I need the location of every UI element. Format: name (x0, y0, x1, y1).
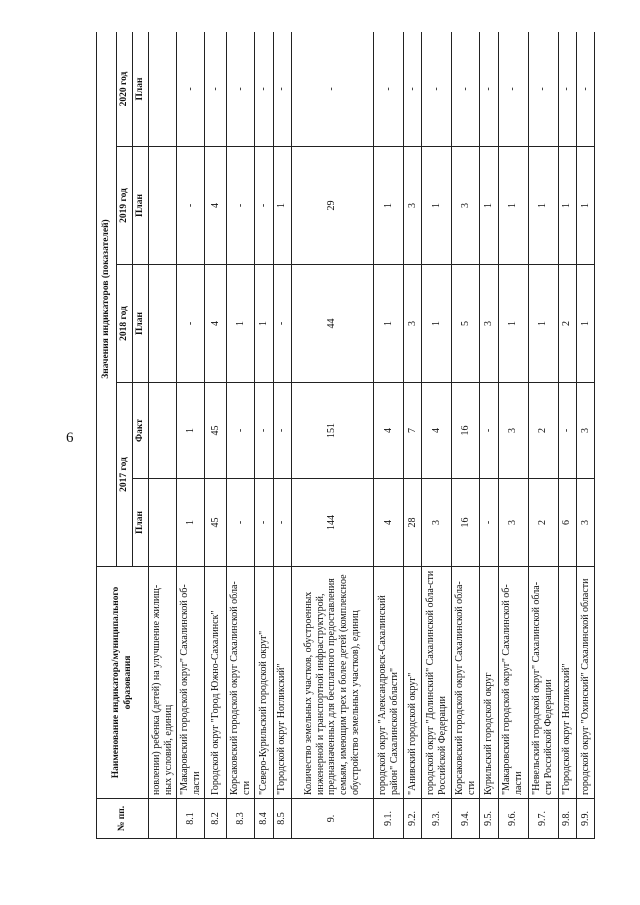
indicator-name: Корсаковский городской округ Сахалинской обла-сти (452, 567, 480, 799)
plan-2019: 1 (528, 147, 558, 265)
plan-2018: 5 (452, 265, 480, 383)
fact-2017: - (255, 383, 273, 479)
fact-2017: 151 (291, 383, 373, 479)
page-number: 6 (66, 430, 74, 446)
table-row (177, 32, 205, 839)
table-row (558, 32, 576, 839)
table-row (227, 32, 255, 839)
plan-2020: - (480, 32, 498, 147)
plan-2020: - (558, 32, 576, 147)
row-number: 9.7. (528, 799, 558, 839)
plan-2018: 2 (558, 265, 576, 383)
plan-2020: - (452, 32, 480, 147)
header-year-2017: 2017 год (117, 383, 133, 567)
row-number: 8.4 (255, 799, 273, 839)
indicator-name: Курильский городской округ (480, 567, 498, 799)
table-row (576, 32, 594, 839)
indicator-name: "Макаровский городской округ" Сахалинской об-ласти (177, 567, 205, 799)
plan-2018: 1 (576, 265, 594, 383)
plan-2017: 4 (373, 479, 403, 567)
header-name: Наименование индикатора/муниципального образования (97, 567, 149, 799)
indicator-name: городской округ "Долинский" Сахалинской обла-сти Российской Федерации (422, 567, 452, 799)
indicator-name: "Макаровский городской округ" Сахалинской об-ласти (498, 567, 528, 799)
fact-2017: 7 (404, 383, 422, 479)
plan-2020: - (404, 32, 422, 147)
plan-2020: - (177, 32, 205, 147)
plan-2017: 3 (498, 479, 528, 567)
fact-2017 (149, 383, 177, 479)
plan-2017: 2 (528, 479, 558, 567)
plan-2018: 4 (205, 265, 227, 383)
row-number: 9.1. (373, 799, 403, 839)
plan-2017: 6 (558, 479, 576, 567)
plan-2018: 3 (480, 265, 498, 383)
plan-2020: - (498, 32, 528, 147)
plan-2019: - (255, 147, 273, 265)
plan-2018: 1 (255, 265, 273, 383)
plan-2020: - (528, 32, 558, 147)
plan-2017: 3 (422, 479, 452, 567)
fact-2017: 45 (205, 383, 227, 479)
table-row (528, 32, 558, 839)
table-row (404, 32, 422, 839)
plan-2017: - (273, 479, 291, 567)
table-row (498, 32, 528, 839)
plan-2019: 1 (576, 147, 594, 265)
plan-2020: - (205, 32, 227, 147)
fact-2017: 3 (576, 383, 594, 479)
row-number: 9.8. (558, 799, 576, 839)
plan-2018: 1 (498, 265, 528, 383)
row-number: 8.3 (227, 799, 255, 839)
plan-2017: 45 (205, 479, 227, 567)
indicator-name: новлении) ребенка (детей) на улучшение жилищ-ных условий, единиц (149, 567, 177, 799)
table-row (205, 32, 227, 839)
header-plan-2017: План (133, 479, 149, 567)
plan-2020: - (255, 32, 273, 147)
plan-2017: 28 (404, 479, 422, 567)
header-values-group: Значения индикаторов (показателей) (97, 32, 117, 567)
fact-2017: 1 (177, 383, 205, 479)
indicator-name: Количество земельных участков, обустроенных инженерной и транспортной инфраструктурой, предназначенных для бесплатного предоставления семьям, имеющим трех и более детей (комплексное обустройство земельных участков), единиц (291, 567, 373, 799)
table-wrapper (96, 32, 595, 839)
plan-2019: 3 (404, 147, 422, 265)
fact-2017: - (273, 383, 291, 479)
plan-2019: 4 (205, 147, 227, 265)
header-year-2018: 2018 год (117, 265, 133, 383)
plan-2020: - (227, 32, 255, 147)
header-year-2020: 2020 год (117, 32, 133, 147)
plan-2019: - (177, 147, 205, 265)
indicator-name: "Городской округ Ногликский" (273, 567, 291, 799)
row-number: 9.6. (498, 799, 528, 839)
plan-2018 (149, 265, 177, 383)
row-number: 9.3. (422, 799, 452, 839)
plan-2019: 29 (291, 147, 373, 265)
table-row (149, 32, 177, 839)
plan-2020: - (273, 32, 291, 147)
plan-2018: 3 (404, 265, 422, 383)
table-row (452, 32, 480, 839)
indicator-name: "Невельский городской округ" Сахалинской обла-сти Российской Федерации (528, 567, 558, 799)
fact-2017: - (227, 383, 255, 479)
plan-2020 (149, 32, 177, 147)
plan-2018: 44 (291, 265, 373, 383)
indicator-name: Корсаковский городской округ Сахалинской обла-сти (227, 567, 255, 799)
plan-2019 (149, 147, 177, 265)
plan-2017: - (255, 479, 273, 567)
row-number: 8.2 (205, 799, 227, 839)
plan-2018: - (273, 265, 291, 383)
plan-2017: 16 (452, 479, 480, 567)
plan-2020: - (373, 32, 403, 147)
table-row (480, 32, 498, 839)
indicator-name: Городской округ "Город Южно-Сахалинск" (205, 567, 227, 799)
fact-2017: 4 (373, 383, 403, 479)
fact-2017: 2 (528, 383, 558, 479)
row-number: 9.2. (404, 799, 422, 839)
table-row (273, 32, 291, 839)
plan-2018: 1 (422, 265, 452, 383)
header-fact-2017: Факт (133, 383, 149, 479)
row-number: 9. (291, 799, 373, 839)
rotated-table-area (96, 32, 595, 839)
table-body (149, 32, 595, 839)
plan-2020: - (576, 32, 594, 147)
plan-2018: 1 (227, 265, 255, 383)
header-year-2019: 2019 год (117, 147, 133, 265)
row-number: 8.1 (177, 799, 205, 839)
fact-2017: - (480, 383, 498, 479)
indicator-name: "Анивский городской округ" (404, 567, 422, 799)
plan-2019: 1 (480, 147, 498, 265)
header-plan-2019: План (133, 147, 149, 265)
table-row (291, 32, 373, 839)
table-row (422, 32, 452, 839)
plan-2017 (149, 479, 177, 567)
plan-2018: - (177, 265, 205, 383)
indicator-name: "Северо-Курильский городской округ" (255, 567, 273, 799)
plan-2017: 3 (576, 479, 594, 567)
table-row (373, 32, 403, 839)
plan-2019: 1 (373, 147, 403, 265)
row-number (149, 799, 177, 839)
table-header (97, 32, 149, 839)
header-plan-2020: План (133, 32, 149, 147)
indicator-name: городской округ "Александровск-Сахалинский район" Сахалинской области" (373, 567, 403, 799)
fact-2017: 16 (452, 383, 480, 479)
plan-2017: 1 (177, 479, 205, 567)
row-number: 9.5. (480, 799, 498, 839)
fact-2017: - (558, 383, 576, 479)
plan-2019: 3 (452, 147, 480, 265)
header-plan-2018: План (133, 265, 149, 383)
table-row (255, 32, 273, 839)
indicator-name: "Городской округ Ногликский" (558, 567, 576, 799)
header-num: № пп. (97, 799, 149, 839)
plan-2018: 1 (528, 265, 558, 383)
plan-2017: - (227, 479, 255, 567)
plan-2019: 1 (558, 147, 576, 265)
row-number: 9.9. (576, 799, 594, 839)
row-number: 9.4. (452, 799, 480, 839)
plan-2019: 1 (422, 147, 452, 265)
row-number: 8.5 (273, 799, 291, 839)
indicator-name: городской округ "Охинский" Сахалинской области (576, 567, 594, 799)
plan-2017: 144 (291, 479, 373, 567)
plan-2020: - (291, 32, 373, 147)
indicators-table (96, 32, 595, 839)
plan-2019: 1 (273, 147, 291, 265)
plan-2018: 1 (373, 265, 403, 383)
plan-2020: - (422, 32, 452, 147)
plan-2019: 1 (498, 147, 528, 265)
fact-2017: 3 (498, 383, 528, 479)
plan-2019: - (227, 147, 255, 265)
plan-2017: - (480, 479, 498, 567)
fact-2017: 4 (422, 383, 452, 479)
